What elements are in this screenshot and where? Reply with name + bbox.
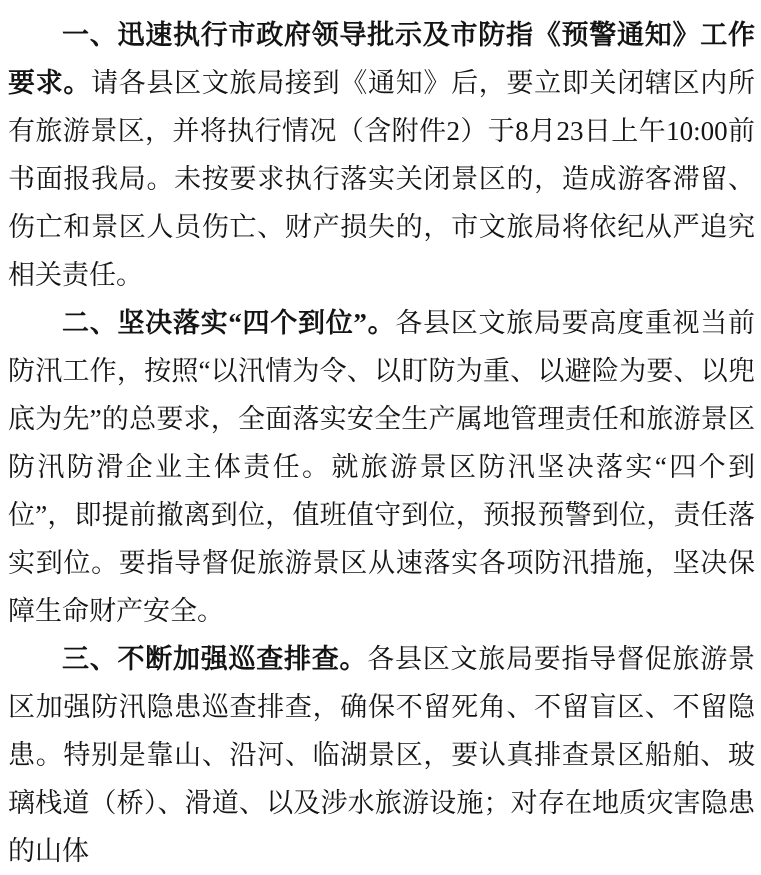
- notice-paragraph-3: [8, 635, 755, 875]
- paragraph-3-heading: 三、不断加强巡查排查。: [62, 644, 368, 674]
- paragraph-1-body: 请各县区文旅局接到《通知》后，要立即关闭辖区内所有旅游景区，并将执行情况（含附件2）于8月23日上午10:00前书面报我局。未按要求执行落实关闭景区的，造成游客滞留、伤亡和景区人员伤亡、财产损失的，市文旅局将依纪从严追究相关责任。: [8, 68, 756, 290]
- paragraph-1-heading: 一、迅速执行市政府领导批示及市防指《预警通知》工作要求。: [8, 20, 755, 98]
- paragraph-3-body: 各县区文旅局要指导督促旅游景区加强防汛隐患巡查排查，确保不留死角、不留盲区、不留隐患。特别是靠山、沿河、临湖景区，要认真排查景区船舶、玻璃栈道（桥）、滑道、以及涉水旅游设施；对存在地质灾害隐患的山体: [8, 644, 755, 866]
- paragraph-2-heading: 二、坚决落实“四个到位”。: [62, 308, 396, 338]
- notice-paragraph-1: [8, 11, 755, 299]
- notice-paragraph-2: [8, 299, 755, 635]
- paragraph-2-body: 各县区文旅局要高度重视当前防汛工作，按照“以汛情为令、以盯防为重、以避险为要、以兜底为先”的总要求，全面落实安全生产属地管理责任和旅游景区防汛防滑企业主体责任。就旅游景区防汛坚决落实“四个到位”，即提前撤离到位，值班值守到位，预报预警到位，责任落实到位。要指导督促旅游景区从速落实各项防汛措施，坚决保障生命财产安全。: [8, 308, 755, 626]
